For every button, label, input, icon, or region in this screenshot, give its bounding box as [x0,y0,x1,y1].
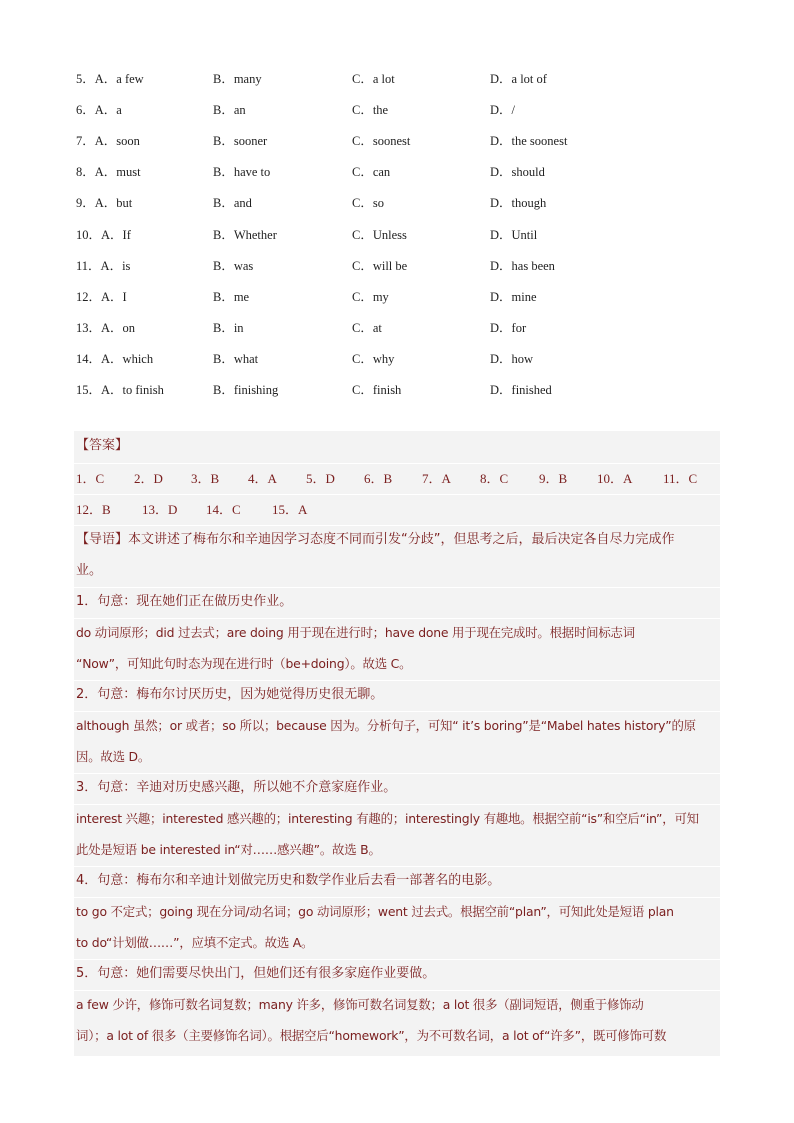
answer-item: 4．A [248,471,277,486]
option-a-cell [76,69,213,87]
q2-line-2: 因。故选 D。 [76,749,151,764]
option-c: C．at [352,321,382,336]
option-c: C．finish [352,383,402,398]
q3-line-1: interest 兴趣；interested 感兴趣的；interesting 有趣的；interestingly 有趣地。根据空前“is”和空后“in”，可知 [76,811,699,826]
option-d: D．for [490,321,527,336]
option-a: A．on [101,321,136,336]
option-b: B．sooner [213,133,268,148]
question-row [76,124,716,155]
answer-row-2 [76,499,332,518]
answer-item: 8．C [480,471,509,486]
option-a-cell [76,287,213,305]
question-number: 5． [76,71,95,86]
answer-item: 12．B [76,502,111,517]
option-a: A．soon [94,133,140,148]
option-a-cell [76,256,213,274]
answer-item: 10．A [597,471,633,486]
option-c: C．will be [352,258,408,273]
q1-title: 1．句意：现在她们正在做历史作业。 [76,594,293,609]
answer-item: 1．C [76,471,105,486]
option-d: D．a lot of [490,71,547,86]
question-row [76,343,716,374]
option-d: D．the soonest [490,133,568,148]
question-row [76,280,716,311]
question-row [76,187,716,218]
question-number: 9． [76,196,95,211]
answer-item: 2．D [134,471,163,486]
option-a: A．is [100,258,131,273]
option-c: C．the [352,102,389,117]
question-number: 7． [76,133,95,148]
option-a-cell [76,318,213,336]
option-c: C．can [352,165,391,180]
option-d: D．has been [490,258,555,273]
option-c: C．my [352,289,389,304]
option-a-cell [76,162,213,180]
option-c: C．a lot [352,71,395,86]
question-row [76,156,716,187]
option-c: C．why [352,352,395,367]
answer-header: 【答案】 [76,438,129,453]
answer-row-1 [76,468,723,487]
intro-line-2: 业。 [76,563,103,578]
answer-item: 13．D [142,502,178,517]
q2-title: 2．句意：梅布尔讨厌历史，因为她觉得历史很无聊。 [76,687,384,702]
option-a: A．but [94,196,133,211]
q3-title: 3．句意：辛迪对历史感兴趣，所以她不介意家庭作业。 [76,780,397,795]
option-a: A．to finish [101,383,164,398]
option-c: C．soonest [352,133,411,148]
q5-line-2: 词）；a lot of 很多（主要修饰名词）。根据空后“homework”，为不可数名词，a lot of“许多”，既可修饰可数 [76,1028,667,1043]
q4-title: 4．句意：梅布尔和辛迪计划做完历史和数学作业后去看一部著名的电影。 [76,873,501,888]
option-c: C．so [352,196,384,211]
q2-line-1: although 虽然；or 或者；so 所以；because 因为。分析句子，可知“ it’s boring”是“Mabel hates history”的原 [76,718,696,733]
option-d: D．should [490,165,545,180]
option-b: B．Whether [213,227,277,242]
option-a-cell [76,100,213,118]
intro-line-1: 【导语】本文讲述了梅布尔和辛迪因学习态度不同而引发“分歧”，但思考之后，最后决定各自尽力完成作 [76,532,675,547]
option-b: B．in [213,321,244,336]
answer-item: 3．B [191,471,220,486]
option-d: D．Until [490,227,538,242]
option-a-cell [76,131,213,149]
option-b: B．have to [213,165,271,180]
question-number: 15． [76,383,102,398]
question-number: 12． [76,289,102,304]
question-row [76,93,716,124]
option-b: B．me [213,289,250,304]
answer-item: 14．C [206,502,241,517]
option-d: D．/ [490,102,516,117]
option-d: D．though [490,196,547,211]
option-b: B．was [213,258,254,273]
option-d: D．how [490,352,534,367]
option-c: C．Unless [352,227,407,242]
option-b: B．many [213,71,262,86]
options-list [76,62,716,405]
q1-line-2: “Now”，可知此句时态为现在进行时（be+doing）。故选 C。 [76,656,412,671]
question-row [76,62,716,93]
question-number: 8． [76,165,95,180]
option-d: D．mine [490,289,537,304]
option-a: A．a [94,102,122,117]
answer-item: 5．D [306,471,335,486]
option-a-cell [76,193,213,211]
question-number: 14． [76,352,102,367]
q4-line-2: to do“计划做……”，应填不定式。故选 A。 [76,935,314,950]
option-b: B．what [213,352,259,367]
option-a: A．must [94,165,141,180]
question-row [76,374,716,405]
question-row [76,249,716,280]
question-number: 6． [76,102,95,117]
answer-item: 11．C [663,471,698,486]
question-row [76,218,716,249]
option-b: B．finishing [213,383,279,398]
option-b: B．an [213,102,246,117]
answer-item: 7．A [422,471,451,486]
answer-item: 15．A [272,502,308,517]
option-d: D．finished [490,383,552,398]
option-a-cell [76,225,213,243]
answer-block [74,431,720,1056]
option-a: A．If [101,227,131,242]
question-number: 13． [76,321,102,336]
q5-line-1: a few 少许，修饰可数名词复数；many 许多，修饰可数名词复数；a lot 很多（副词短语，侧重于修饰动 [76,997,644,1012]
q3-line-2: 此处是短语 be interested in“对……感兴趣”。故选 B。 [76,842,381,857]
answer-item: 6．B [364,471,393,486]
question-row [76,312,716,343]
option-a-cell [76,349,213,367]
answer-item: 9．B [539,471,568,486]
option-b: B．and [213,196,252,211]
option-a: A．a few [94,71,144,86]
question-number: 11． [76,258,101,273]
q4-line-1: to go 不定式；going 现在分词/动名词；go 动词原形；went 过去式。根据空前“plan”，可知此处是短语 plan [76,904,674,919]
q1-line-1: do 动词原形；did 过去式；are doing 用于现在进行时；have done 用于现在完成时。根据时间标志词 [76,625,635,640]
q5-title: 5．句意：她们需要尽快出门，但她们还有很多家庭作业要做。 [76,966,436,981]
option-a-cell [76,380,213,398]
option-a: A．which [101,352,154,367]
option-a: A．I [101,289,127,304]
question-number: 10． [76,227,102,242]
